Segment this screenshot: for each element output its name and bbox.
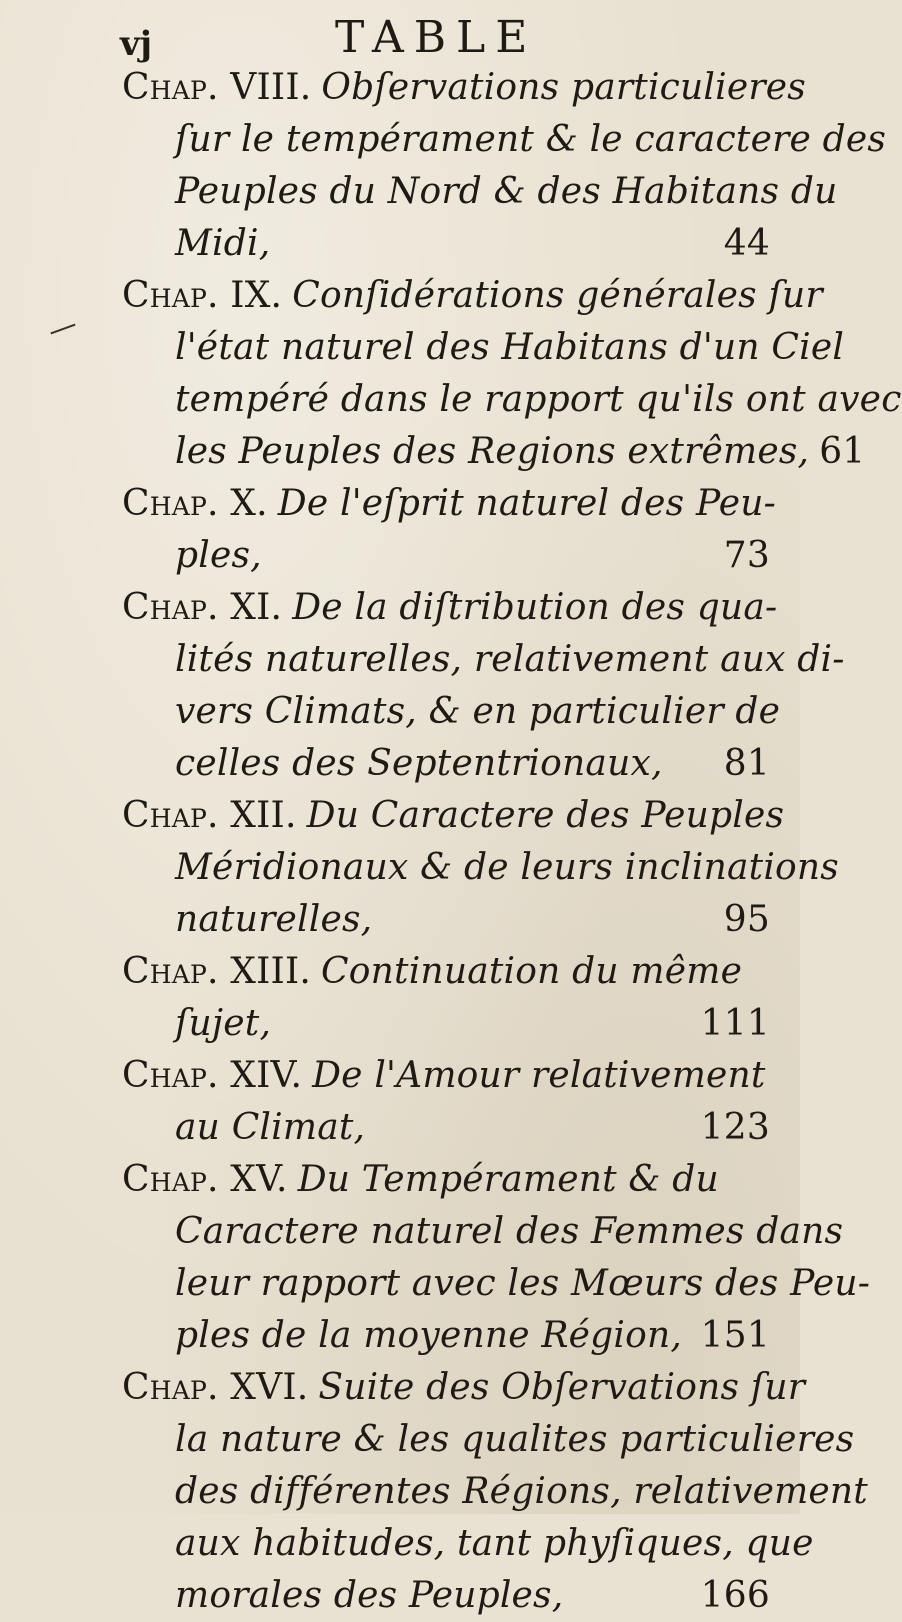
chapter-number: Chap. XIV.: [122, 1055, 303, 1096]
toc-entry-line: [0, 1518, 814, 1570]
toc-entry-line: [0, 374, 902, 426]
chapter-title-text: au Climat,: [175, 1107, 366, 1148]
chapter-number: Chap. XI.: [122, 587, 283, 628]
toc-entry-line: [0, 166, 838, 218]
toc-entry-line: [0, 686, 800, 738]
chapter-title-text: Du Caractere des Peuples: [306, 795, 785, 836]
toc-entry-line: [0, 218, 800, 270]
toc-entry-first-line: [0, 1362, 806, 1414]
chapter-title-text: tempéré dans le rapport qu'ils ont avec: [175, 379, 902, 420]
toc-entry-line: [0, 634, 845, 686]
toc-entry-line: [0, 1570, 800, 1622]
page-number: 81: [723, 743, 770, 784]
toc-entry-line: [0, 1206, 844, 1258]
toc-entry-line: [0, 1258, 871, 1310]
chapter-title-text: celles des Septentrionaux,: [175, 743, 663, 784]
chapter-title-text: Continuation du même: [321, 951, 743, 992]
chapter-title-text: ſujet,: [175, 1003, 272, 1044]
toc-entry: [0, 946, 800, 1050]
chapter-title-text: ſur le tempérament & le caractere des: [175, 119, 887, 160]
toc-entry-line: [0, 530, 800, 582]
toc-entry-first-line: [0, 270, 823, 322]
chapter-title-text: morales des Peuples,: [175, 1575, 564, 1616]
page-number: 73: [723, 535, 770, 576]
toc-entry: [0, 62, 887, 270]
chapter-title-text: De la diſtribution des qua-: [292, 587, 778, 628]
running-title: TABLE: [335, 12, 538, 63]
chapter-title-text: Méridionaux & de leurs inclinations: [175, 847, 839, 888]
chapter-number: Chap. XII.: [122, 795, 297, 836]
chapter-number: Chap. XVI.: [122, 1367, 309, 1408]
chapter-title-text: les Peuples des Regions extrêmes,: [175, 431, 810, 472]
toc-entry: [0, 478, 800, 582]
toc-entry-line: [0, 1414, 855, 1466]
chapter-title-text: Du Tempérament & du: [297, 1159, 719, 1200]
toc-entry-first-line: [0, 478, 800, 530]
chapter-title-text: vers Climats, & en particulier de: [175, 691, 781, 732]
chapter-title-text: Suite des Obſervations ſur: [318, 1367, 806, 1408]
toc-entry: [0, 1362, 868, 1622]
chapter-title-text: la nature & les qualites particulieres: [175, 1419, 855, 1460]
chapter-title-text: des différentes Régions, relativement: [175, 1471, 868, 1512]
chapter-number: Chap. VIII.: [122, 67, 312, 108]
page-number: 111: [700, 1003, 770, 1044]
toc-entry: [0, 582, 845, 790]
page-number: 95: [723, 899, 770, 940]
page-folio: vj: [120, 24, 153, 64]
toc-entry-line: [0, 998, 800, 1050]
toc-entry: [0, 1050, 800, 1154]
table-of-contents: [0, 62, 902, 1622]
toc-entry-first-line: [0, 1154, 800, 1206]
toc-entry-line: [0, 738, 800, 790]
chapter-number: Chap. IX.: [122, 275, 283, 316]
page-number: 123: [700, 1107, 770, 1148]
toc-entry: [0, 270, 902, 478]
chapter-title-text: l'état naturel des Habitans d'un Ciel: [175, 327, 845, 368]
page-header: [0, 10, 800, 70]
chapter-title-text: leur rapport avec les Mœurs des Peu-: [175, 1263, 871, 1304]
toc-entry-line: [0, 426, 866, 478]
toc-entry-first-line: [0, 946, 800, 998]
toc-entry-line: [0, 1466, 868, 1518]
toc-entry-first-line: [0, 582, 800, 634]
toc-entry-line: [0, 842, 839, 894]
chapter-title-text: De l'Amour relativement: [312, 1055, 766, 1096]
toc-entry-line: [0, 1310, 800, 1362]
chapter-title-text: aux habitudes, tant phyſiques, que: [175, 1523, 814, 1564]
toc-entry-first-line: [0, 790, 800, 842]
toc-entry: [0, 1154, 871, 1362]
page-number: 166: [700, 1575, 770, 1616]
chapter-title-text: ples de la moyenne Région,: [175, 1315, 683, 1356]
chapter-number: Chap. X.: [122, 483, 268, 524]
toc-entry-line: [0, 1102, 800, 1154]
toc-entry-line: [0, 114, 887, 166]
chapter-title-text: Peuples du Nord & des Habitans du: [175, 171, 838, 212]
chapter-title-text: naturelles,: [175, 899, 373, 940]
toc-entry-first-line: [0, 62, 806, 114]
chapter-title-text: ples,: [175, 535, 262, 576]
toc-entry-line: [0, 322, 845, 374]
chapter-title-text: Conſidérations générales ſur: [292, 275, 823, 316]
chapter-title-text: De l'eſprit naturel des Peu-: [277, 483, 777, 524]
page-number: 61: [819, 431, 866, 472]
chapter-number: Chap. XV.: [122, 1159, 288, 1200]
toc-entry: [0, 790, 839, 946]
chapter-title-text: Caractere naturel des Femmes dans: [175, 1211, 844, 1252]
chapter-title-text: lités naturelles, relativement aux di-: [175, 639, 845, 680]
page-number: 44: [723, 223, 770, 264]
page-number: 151: [700, 1315, 770, 1356]
chapter-number: Chap. XIII.: [122, 951, 312, 992]
toc-entry-line: [0, 894, 800, 946]
toc-entry-first-line: [0, 1050, 800, 1102]
chapter-title-text: Midi,: [175, 223, 271, 264]
chapter-title-text: Obſervations particulieres: [321, 67, 806, 108]
